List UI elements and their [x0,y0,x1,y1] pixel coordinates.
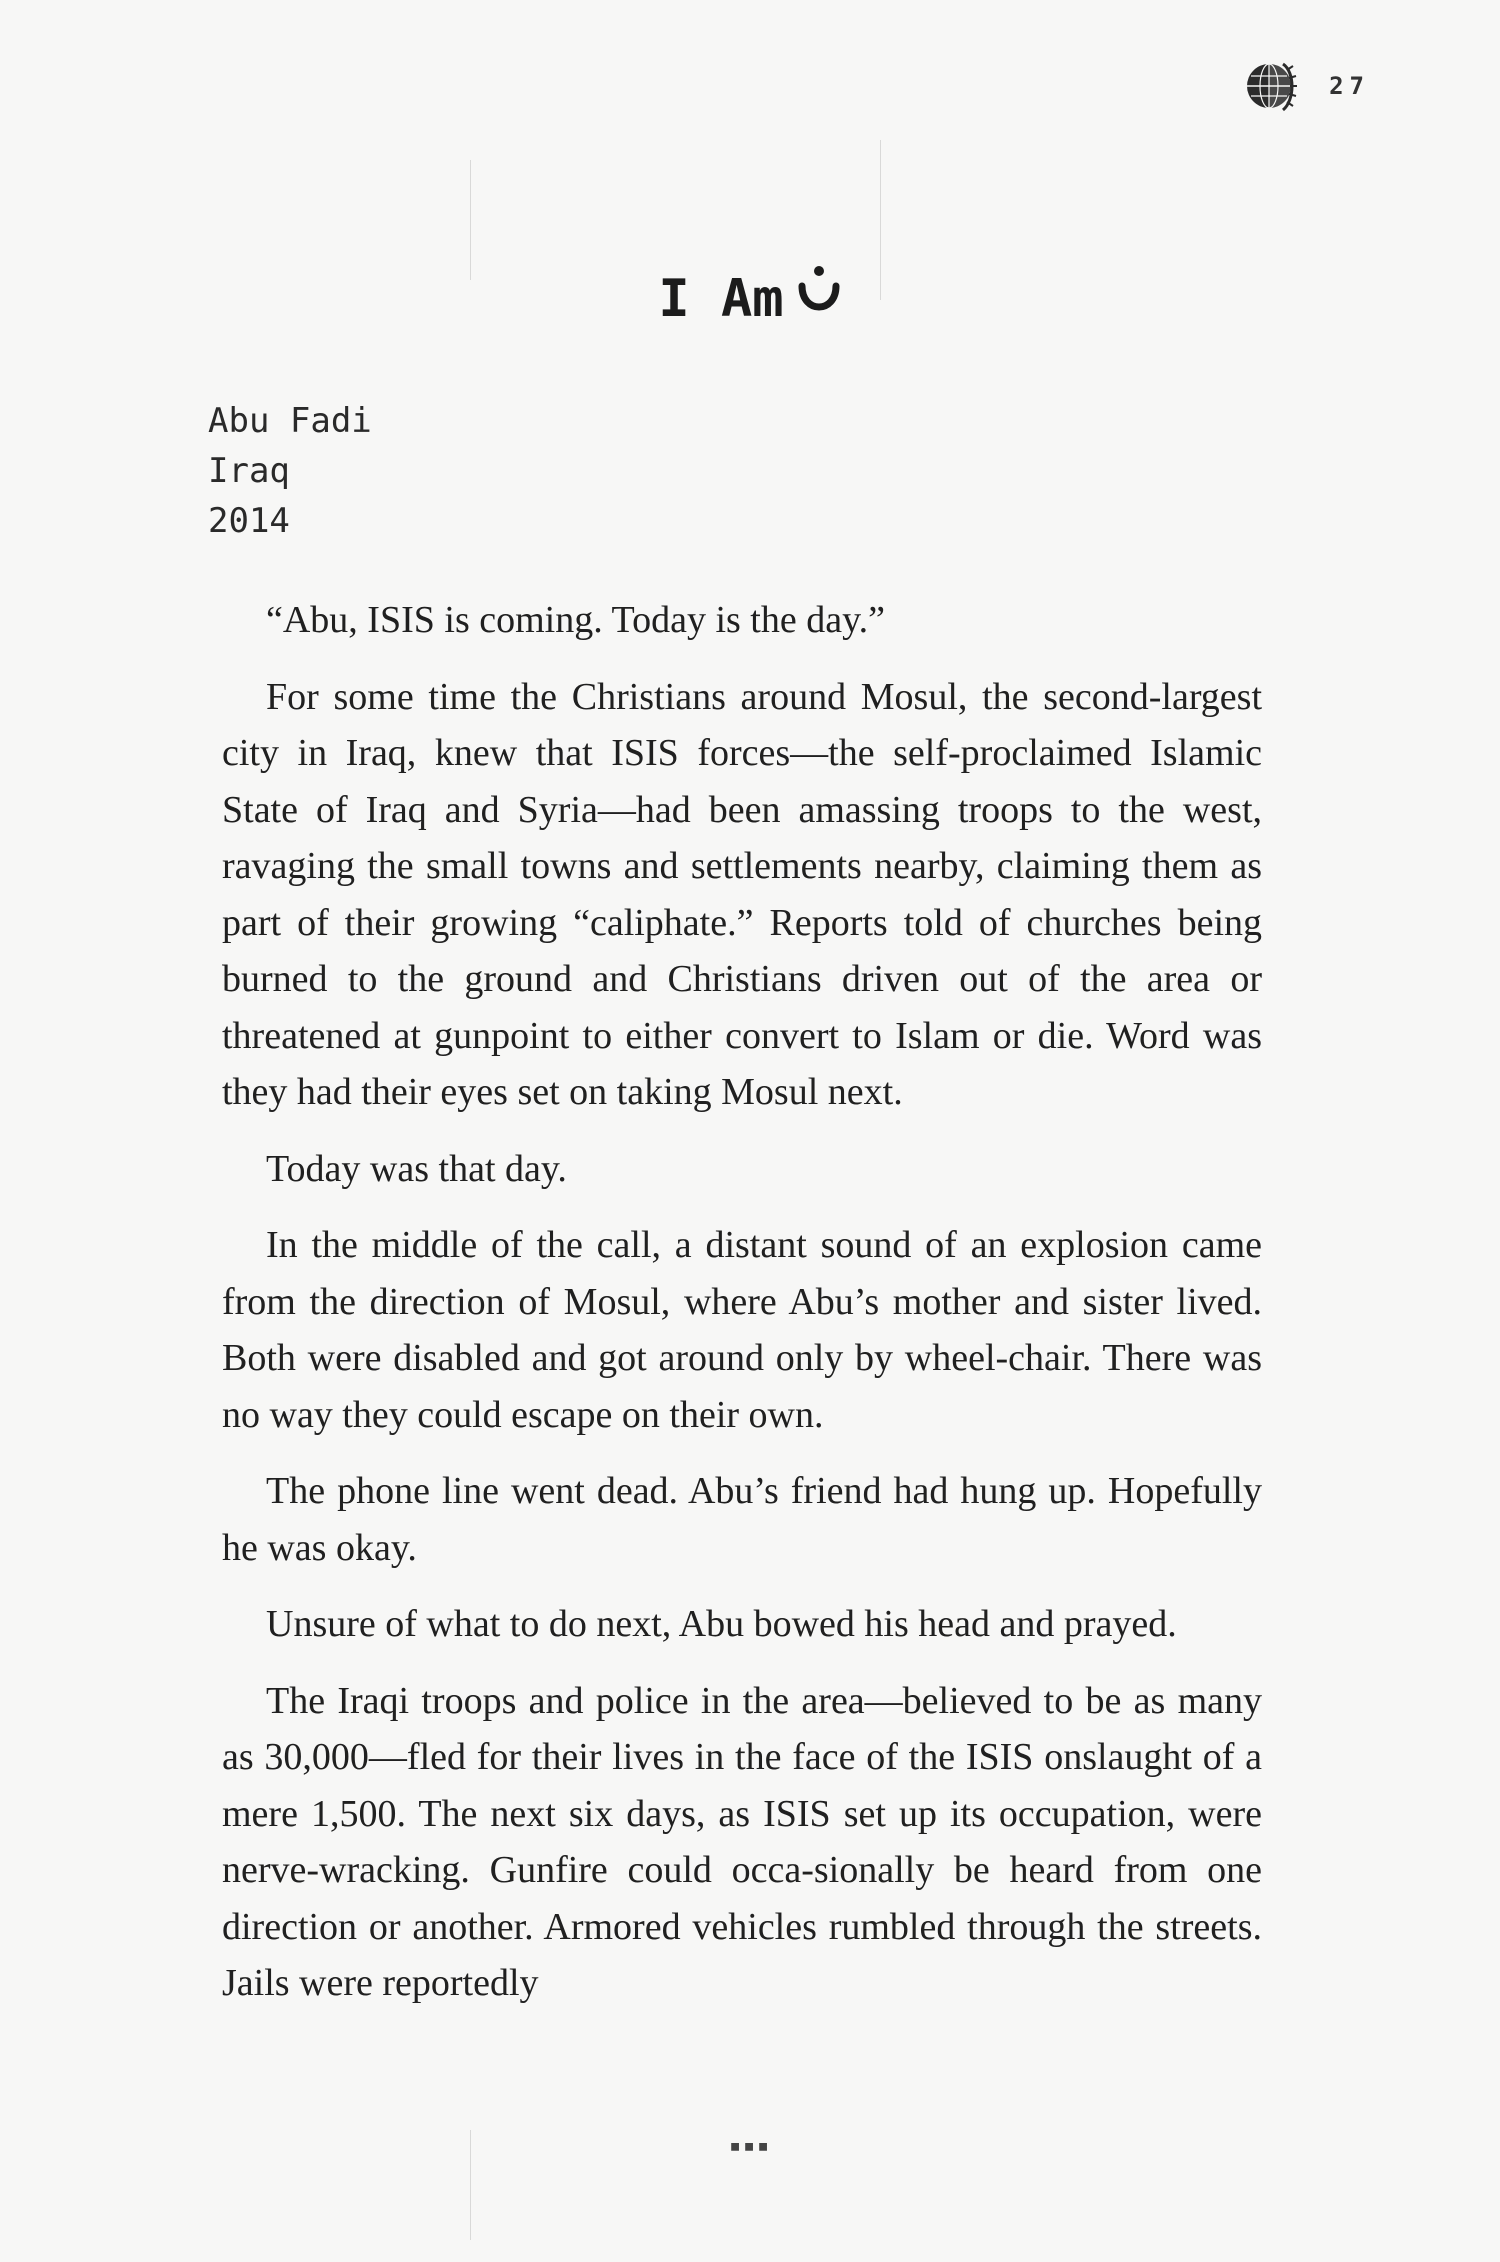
paragraph: “Abu, ISIS is coming. Today is the day.” [266,599,885,641]
paragraph: Unsure of what to do next, Abu bowed his head and prayed. [266,1603,1177,1645]
paragraph: For some time the Christians around Mosul, the second-largest city in Iraq, knew that ISIS forces—the self-proclaimed Islamic State of Iraq and Syria—had been amassing troops to the west, ravaging the small towns and settlements nearby, claiming them as part of their growing “caliphate.” Reports told of churches being burned to the ground and Christians driven out of the area or threatened at gunpoint to either convert to Islam or die. Word was they had their eyes set on taking Mosul next. [222,675,1262,1113]
page-header [1243,52,1370,120]
chapter-title-text: I Am [658,269,784,329]
arabic-nun-icon [796,262,842,322]
chapter-body [222,592,1262,2032]
paragraph: In the middle of the call, a distant sound of an explosion came from the direction of Mosul, where Abu’s mother and sister lived. Both were disabled and got around only by wheel-chair. There was no way they could escape on their own. [222,1224,1262,1436]
paragraph: The Iraqi troops and police in the area—believed to be as many as 30,000—fled for their lives in the face of the ISIS onslaught of a mere 1,500. The next six days, as ISIS set up its occupation, were nerve-wracking. Gunfire could occa-sionally be heard from one direction or another. Armored vehicles rumbled through the streets. Jails were reportedly [222,1679,1262,2004]
paragraph: Today was that day. [266,1147,567,1190]
page-number: 27 [1329,72,1370,100]
byline-year: 2014 [208,501,290,541]
chapter-title [0,262,1500,329]
byline-country: Iraq [208,451,290,491]
globe-emblem-icon [1243,52,1299,120]
paragraph: The phone line went dead. Abu’s friend had hung up. Hopefully he was okay. [222,1470,1262,1569]
byline [208,396,372,546]
byline-name: Abu Fadi [208,401,372,441]
footer-ornament: ▪▪▪ [728,2133,772,2157]
